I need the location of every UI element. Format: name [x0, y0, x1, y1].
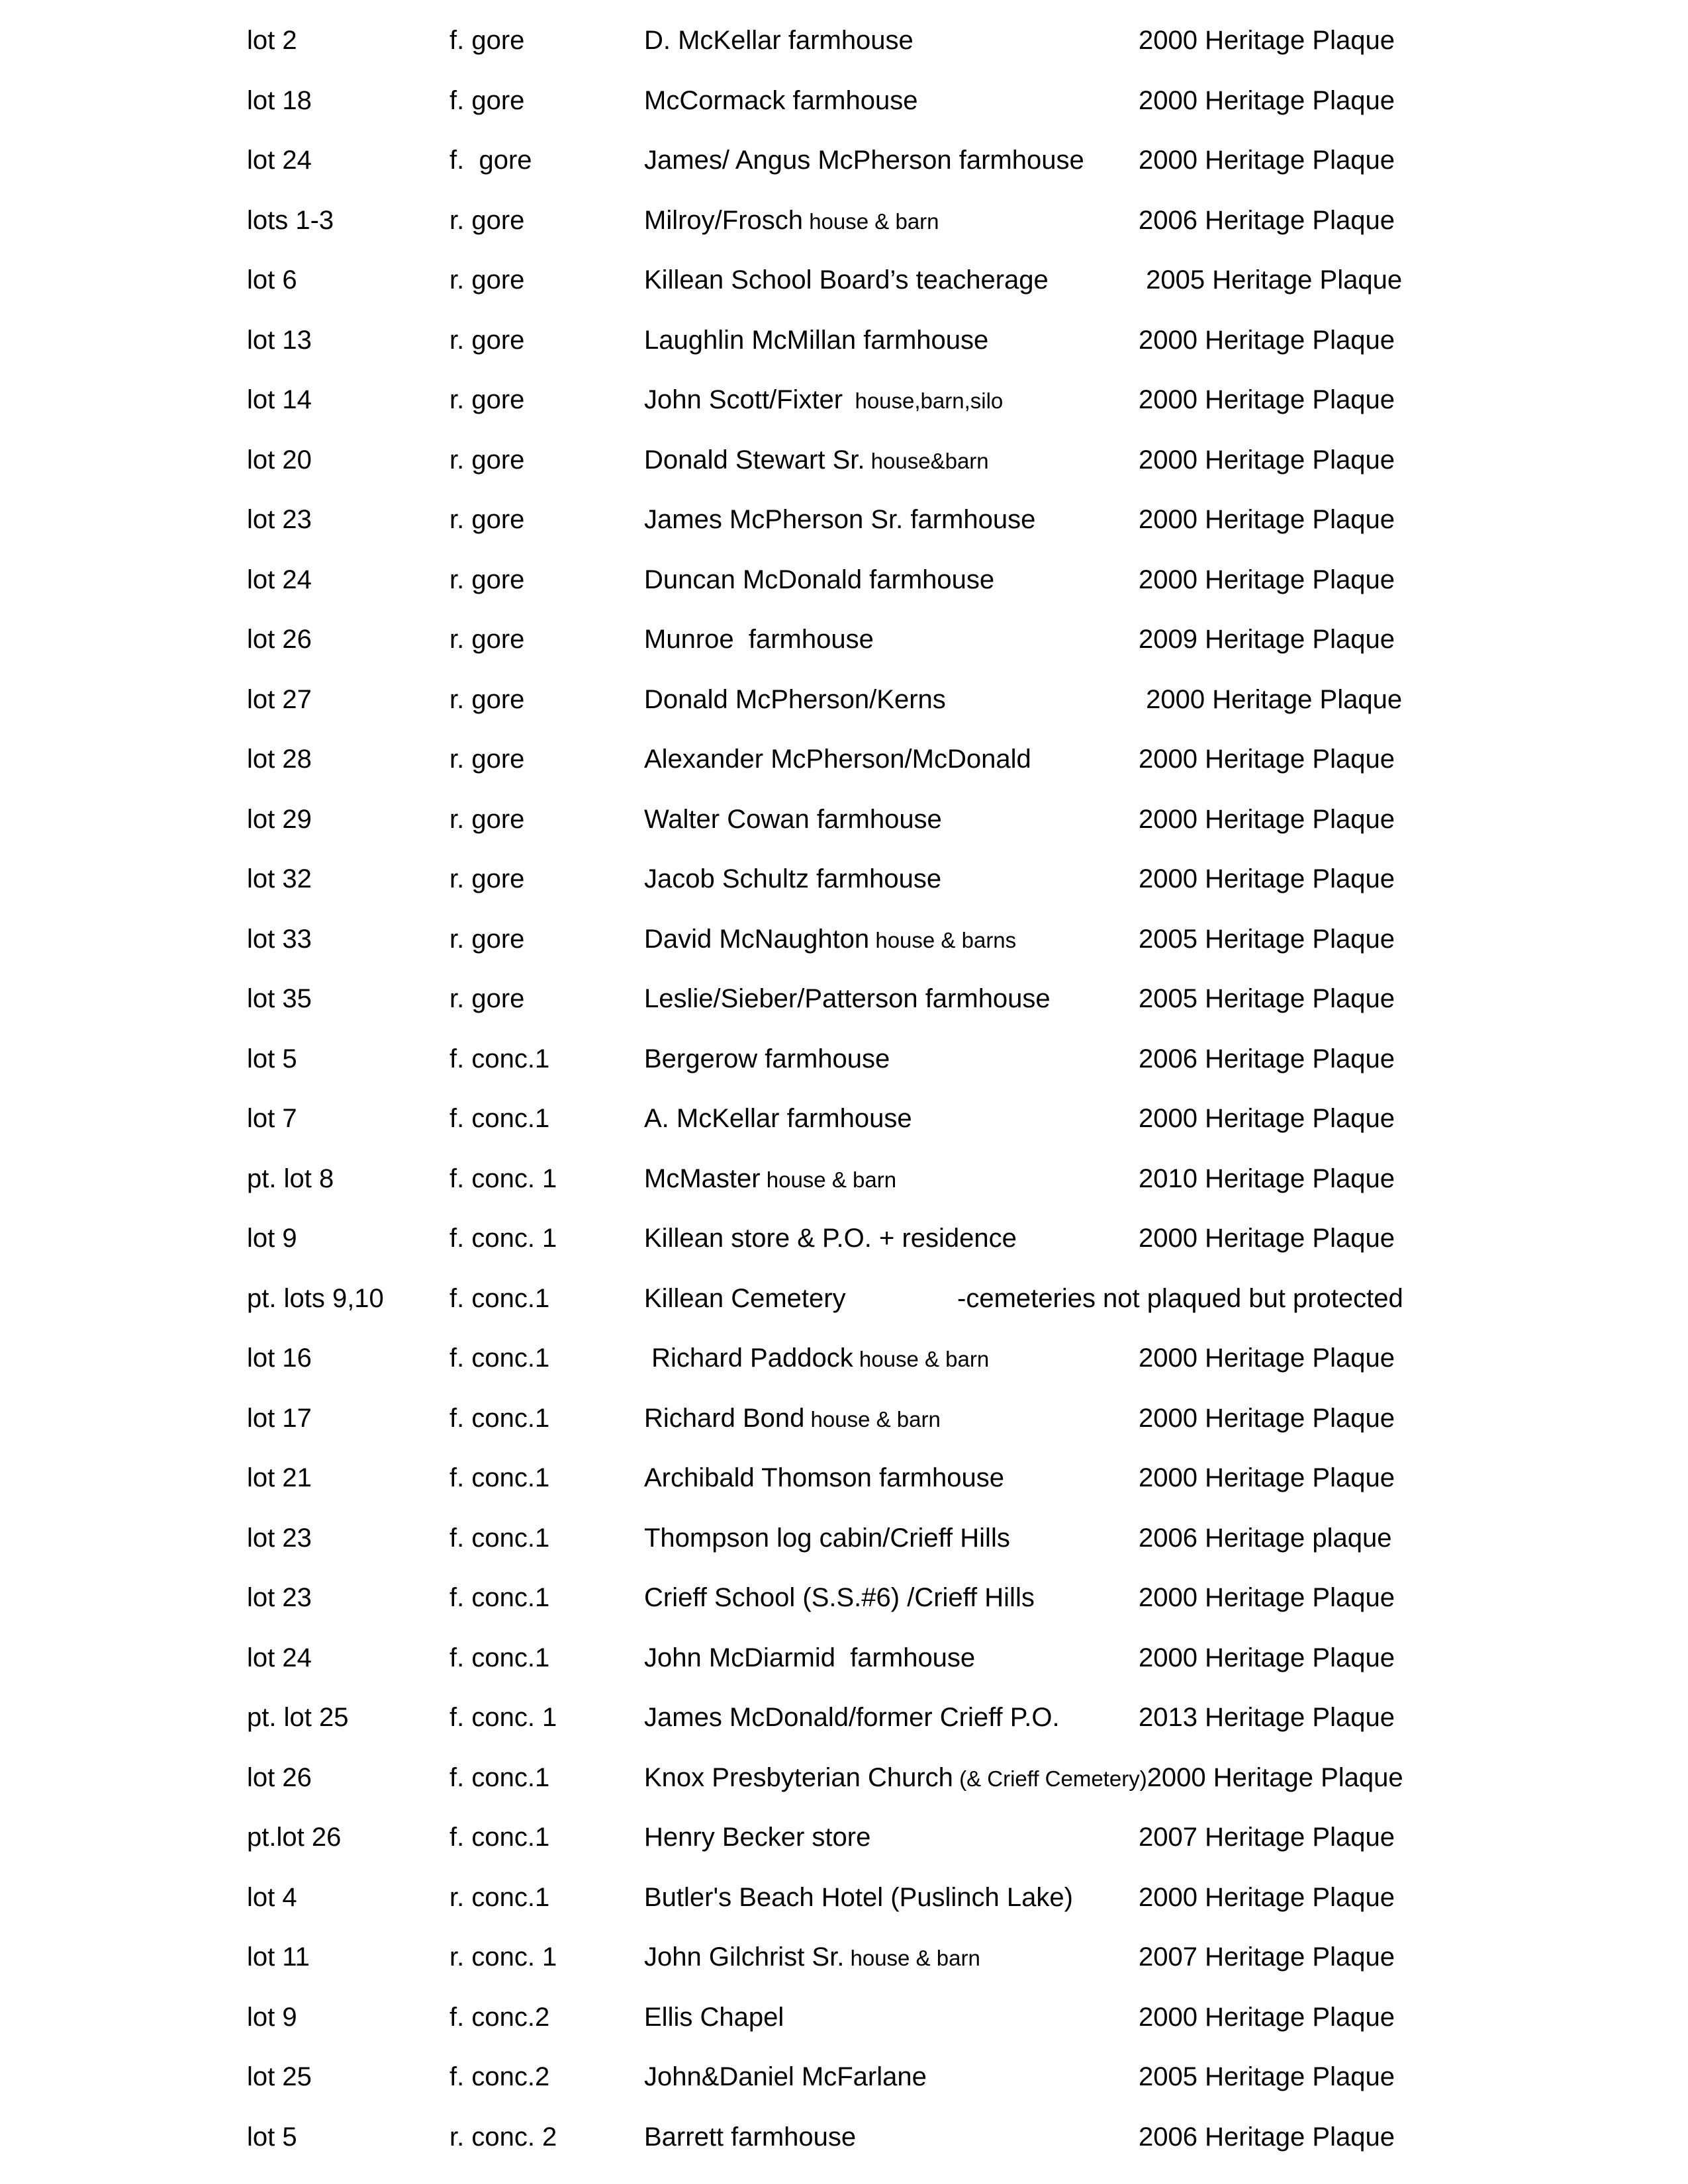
property-cell [644, 1987, 784, 2048]
property-name: Crieff School (S.S.#6) /Crieff Hills [644, 1583, 1035, 1612]
lot-cell: lot 33 [247, 924, 312, 954]
lot-cell: lot 9 [247, 1224, 297, 1253]
concession-cell: f. conc.1 [449, 1762, 550, 1792]
property-cell [644, 1448, 1004, 1508]
lot-cell: lot 17 [247, 1403, 312, 1433]
concession-cell: f. conc.1 [449, 1463, 550, 1492]
plaque-cell: 2000 Heritage Plaque [1139, 325, 1395, 355]
concession-cell: r. conc. 1 [449, 1942, 557, 1972]
concession-cell: r. gore [449, 684, 525, 714]
concession-cell: f. conc.1 [449, 1523, 550, 1553]
table-row [0, 1987, 1688, 2048]
table-row [0, 729, 1688, 790]
lot-cell: pt.lot 26 [247, 1823, 342, 1852]
lot-cell: lot 18 [247, 85, 312, 115]
plaque-cell: 2006 Heritage plaque [1139, 1523, 1392, 1553]
table-row [0, 909, 1688, 970]
lot-cell: lot 24 [247, 146, 312, 175]
table-row [0, 1568, 1688, 1628]
plaque-cell: 2005 Heritage Plaque [1139, 924, 1395, 954]
property-name: Thompson log cabin/Crieff Hills [644, 1523, 1010, 1553]
property-cell [644, 1089, 912, 1149]
property-name: Munroe farmhouse [644, 625, 874, 654]
lot-cell: lot 5 [247, 2122, 297, 2152]
concession-cell: r. gore [449, 804, 525, 834]
property-cell [644, 909, 1016, 970]
table-row [0, 1927, 1688, 1987]
plaque-label-inline: 2000 Heritage Plaque [1147, 1762, 1403, 1792]
concession-cell: r. gore [449, 265, 525, 295]
lot-cell: lot 5 [247, 1044, 297, 1073]
table-row [0, 490, 1688, 550]
property-name: James McPherson Sr. farmhouse [644, 505, 1036, 534]
lot-cell: lot 23 [247, 505, 312, 534]
property-name: Killean School Board’s teacherage [644, 265, 1049, 295]
property-cell [644, 130, 1084, 191]
property-cell [644, 370, 1003, 430]
plaque-cell: 2000 Heritage Plaque [1139, 864, 1395, 893]
property-name: John Gilchrist Sr. [644, 1942, 845, 1972]
property-cell [644, 1568, 1035, 1628]
property-cell [644, 1807, 870, 1868]
concession-cell: r. gore [449, 505, 525, 534]
lot-cell: lot 20 [247, 445, 312, 475]
table-row [0, 1089, 1688, 1149]
lot-cell: pt. lot 25 [247, 1703, 349, 1732]
lot-cell: lot 26 [247, 1762, 312, 1792]
property-cell [644, 1208, 1017, 1269]
plaque-cell: 2000 Heritage Plaque [1139, 1583, 1395, 1612]
plaque-cell: 2005 Heritage Plaque [1139, 984, 1395, 1013]
property-detail: house&barn [865, 448, 989, 473]
cemetery-note: -cemeteries not plaqued but protected [957, 1283, 1403, 1313]
table-row [0, 430, 1688, 490]
lot-cell: pt. lots 9,10 [247, 1283, 384, 1313]
lot-cell: lot 35 [247, 984, 312, 1013]
plaque-cell: 2013 Heritage Plaque [1139, 1703, 1395, 1732]
lot-cell: lot 23 [247, 1523, 312, 1553]
table-row [0, 670, 1688, 730]
property-name: A. McKellar farmhouse [644, 1104, 912, 1133]
table-row [0, 11, 1688, 71]
property-cell [644, 550, 994, 610]
plaque-cell: 2010 Heritage Plaque [1139, 1163, 1395, 1193]
property-name: Richard Bond [644, 1403, 805, 1433]
concession-cell: f. conc.2 [449, 2002, 550, 2032]
property-cell [644, 310, 988, 371]
table-row [0, 1748, 1688, 1808]
table-row [0, 610, 1688, 670]
concession-cell: r. gore [449, 745, 525, 774]
lot-cell: lot 24 [247, 565, 312, 594]
lot-cell: lot 11 [247, 1942, 310, 1972]
lot-cell: lot 21 [247, 1463, 312, 1492]
plaque-cell: 2000 Heritage Plaque [1139, 26, 1395, 55]
plaque-cell: 2000 Heritage Plaque [1139, 1104, 1395, 1133]
property-name: Leslie/Sieber/Patterson farmhouse [644, 984, 1051, 1013]
concession-cell: f. conc. 1 [449, 1163, 557, 1193]
property-cell [644, 490, 1035, 550]
table-row [0, 1149, 1688, 1209]
concession-cell: r. gore [449, 924, 525, 954]
concession-cell: r. gore [449, 385, 525, 414]
heritage-plaque-table [0, 11, 1688, 2167]
concession-cell: f. conc. 1 [449, 1703, 557, 1732]
plaque-cell: 2000 Heritage Plaque [1139, 1224, 1395, 1253]
property-cell [644, 610, 874, 670]
property-detail: (& Crieff Cemetery) [953, 1766, 1147, 1791]
plaque-cell: 2000 Heritage Plaque [1139, 745, 1395, 774]
lot-cell: lot 7 [247, 1104, 297, 1133]
property-name: Archibald Thomson farmhouse [644, 1463, 1004, 1492]
table-row [0, 1208, 1688, 1269]
property-cell [644, 1388, 941, 1449]
plaque-cell: 2005 Heritage Plaque [1139, 2062, 1395, 2091]
plaque-cell: 2007 Heritage Plaque [1139, 1823, 1395, 1852]
lot-cell: lot 23 [247, 1583, 312, 1612]
lot-cell: lot 4 [247, 1882, 297, 1912]
plaque-cell: 2000 Heritage Plaque [1139, 1463, 1395, 1492]
lot-cell: lot 9 [247, 2002, 297, 2032]
lot-cell: lots 1-3 [247, 205, 334, 235]
property-name: Duncan McDonald farmhouse [644, 565, 995, 594]
property-cell [644, 71, 917, 131]
property-name: Laughlin McMillan farmhouse [644, 325, 989, 355]
table-row [0, 1688, 1688, 1748]
concession-cell: r. gore [449, 625, 525, 654]
property-cell [644, 790, 942, 850]
concession-cell: f. conc.1 [449, 1643, 550, 1672]
plaque-cell: 2000 Heritage Plaque [1139, 85, 1395, 115]
table-row [0, 130, 1688, 191]
property-detail: house,barn,silo [843, 388, 1004, 413]
property-name: Milroy/Frosch [644, 205, 804, 235]
property-detail: house & barn [803, 208, 939, 234]
table-row [0, 790, 1688, 850]
plaque-cell: 2005 Heritage Plaque [1139, 265, 1403, 295]
concession-cell: r. gore [449, 565, 525, 594]
plaque-cell: 2000 Heritage Plaque [1139, 385, 1395, 414]
plaque-cell: 2000 Heritage Plaque [1139, 505, 1395, 534]
concession-cell: f. conc.1 [449, 1583, 550, 1612]
property-cell [644, 969, 1051, 1029]
concession-cell: f. conc.1 [449, 1823, 550, 1852]
property-name: James/ Angus McPherson farmhouse [644, 146, 1084, 175]
table-row [0, 1448, 1688, 1508]
plaque-cell: 2000 Heritage Plaque [1139, 445, 1395, 475]
lot-cell: lot 28 [247, 745, 312, 774]
lot-cell: lot 24 [247, 1643, 312, 1672]
concession-cell: r. gore [449, 205, 525, 235]
plaque-cell: 2006 Heritage Plaque [1139, 205, 1395, 235]
property-detail: house & barn [844, 1946, 980, 1970]
lot-cell: lot 26 [247, 625, 312, 654]
lot-cell: pt. lot 8 [247, 1163, 334, 1193]
table-row [0, 1388, 1688, 1449]
lot-cell: lot 27 [247, 684, 312, 714]
table-row [0, 1628, 1688, 1688]
concession-cell: r. gore [449, 445, 525, 475]
property-name: James McDonald/former Crieff P.O. [644, 1703, 1060, 1732]
property-cell [644, 1029, 890, 1089]
plaque-cell: 2007 Heritage Plaque [1139, 1942, 1395, 1972]
lot-cell: lot 13 [247, 325, 312, 355]
property-name: McCormack farmhouse [644, 85, 918, 115]
table-row [0, 191, 1688, 251]
property-name: Knox Presbyterian Church [644, 1762, 953, 1792]
table-row [0, 310, 1688, 371]
concession-cell: f. gore [449, 26, 525, 55]
property-cell [644, 670, 946, 730]
property-name: Donald McPherson/Kerns [644, 684, 946, 714]
property-name: David McNaughton [644, 924, 870, 954]
property-cell [644, 849, 941, 909]
plaque-cell: 2006 Heritage Plaque [1139, 1044, 1395, 1073]
table-row [0, 1328, 1688, 1388]
property-cell [644, 1149, 896, 1209]
property-name: Killean Cemetery [644, 1283, 846, 1313]
table-row [0, 1029, 1688, 1089]
property-cell [644, 1748, 1403, 1808]
concession-cell: f. conc.1 [449, 1403, 550, 1433]
lot-cell: lot 2 [247, 26, 297, 55]
property-cell [644, 1688, 1060, 1748]
property-cell [644, 430, 989, 490]
lot-cell: lot 25 [247, 2062, 312, 2091]
plaque-cell: 2000 Heritage Plaque [1139, 684, 1403, 714]
property-cell [644, 250, 1049, 310]
property-name: Killean store & P.O. + residence [644, 1224, 1017, 1253]
property-name: D. McKellar farmhouse [644, 26, 914, 55]
concession-cell: f. gore [449, 146, 532, 175]
plaque-cell: 2009 Heritage Plaque [1139, 625, 1395, 654]
property-name: John McDiarmid farmhouse [644, 1643, 976, 1672]
plaque-cell: 2000 Heritage Plaque [1139, 146, 1395, 175]
concession-cell: f. gore [449, 85, 525, 115]
table-row [0, 1269, 1688, 1329]
plaque-cell: 2000 Heritage Plaque [1139, 1643, 1395, 1672]
lot-cell: lot 6 [247, 265, 297, 295]
plaque-cell: 2000 Heritage Plaque [1139, 804, 1395, 834]
concession-cell: f. conc.2 [449, 2062, 550, 2091]
concession-cell: r. gore [449, 325, 525, 355]
property-name: John Scott/Fixter [644, 385, 843, 414]
table-row [0, 250, 1688, 310]
property-name: McMaster [644, 1163, 761, 1193]
concession-cell: f. conc.1 [449, 1343, 550, 1373]
property-name: John&Daniel McFarlane [644, 2062, 927, 2091]
lot-cell: lot 32 [247, 864, 312, 893]
plaque-cell: 2000 Heritage Plaque [1139, 1882, 1395, 1912]
property-cell [644, 11, 914, 71]
property-name: Walter Cowan farmhouse [644, 804, 942, 834]
table-row [0, 71, 1688, 131]
table-row [0, 1868, 1688, 1928]
property-detail: house & barn [804, 1406, 941, 1432]
table-row [0, 849, 1688, 909]
property-cell [644, 2107, 856, 2167]
property-name: Donald Stewart Sr. [644, 445, 865, 475]
property-cell [644, 1269, 846, 1329]
property-cell [644, 2047, 927, 2107]
concession-cell: f. conc.1 [449, 1044, 550, 1073]
lot-cell: lot 29 [247, 804, 312, 834]
concession-cell: r. gore [449, 864, 525, 893]
table-row [0, 550, 1688, 610]
table-row [0, 2107, 1688, 2167]
property-cell [644, 1927, 980, 1987]
property-detail: house & barns [869, 927, 1017, 952]
property-name: Richard Paddock [644, 1343, 853, 1373]
plaque-cell: 2006 Heritage Plaque [1139, 2122, 1395, 2152]
property-detail: house & barn [853, 1347, 990, 1371]
concession-cell: f. conc.1 [449, 1104, 550, 1133]
lot-cell: lot 16 [247, 1343, 312, 1373]
plaque-cell: 2000 Heritage Plaque [1139, 2002, 1395, 2032]
property-name: Ellis Chapel [644, 2002, 784, 2032]
plaque-cell: 2000 Heritage Plaque [1139, 565, 1395, 594]
property-cell [644, 1868, 1073, 1928]
property-cell [644, 1628, 975, 1688]
property-name: Alexander McPherson/McDonald [644, 745, 1031, 774]
property-cell [644, 1508, 1010, 1569]
property-name: Henry Becker store [644, 1823, 871, 1852]
lot-cell: lot 14 [247, 385, 312, 414]
concession-cell: f. conc.1 [449, 1283, 550, 1313]
property-cell [644, 729, 1031, 790]
table-row [0, 2047, 1688, 2107]
property-name: Bergerow farmhouse [644, 1044, 890, 1073]
property-detail: house & barn [760, 1167, 897, 1192]
property-name: Jacob Schultz farmhouse [644, 864, 942, 893]
property-name: Barrett farmhouse [644, 2122, 857, 2152]
property-name: Butler's Beach Hotel (Puslinch Lake) [644, 1882, 1073, 1912]
concession-cell: r. conc.1 [449, 1882, 550, 1912]
table-row [0, 1807, 1688, 1868]
property-cell [644, 1328, 989, 1388]
table-row [0, 370, 1688, 430]
plaque-cell: 2000 Heritage Plaque [1139, 1343, 1395, 1373]
concession-cell: r. gore [449, 984, 525, 1013]
concession-cell: f. conc. 1 [449, 1224, 557, 1253]
concession-cell: r. conc. 2 [449, 2122, 557, 2152]
plaque-cell: 2000 Heritage Plaque [1139, 1403, 1395, 1433]
table-row [0, 969, 1688, 1029]
table-row [0, 1508, 1688, 1569]
property-cell [644, 191, 939, 251]
